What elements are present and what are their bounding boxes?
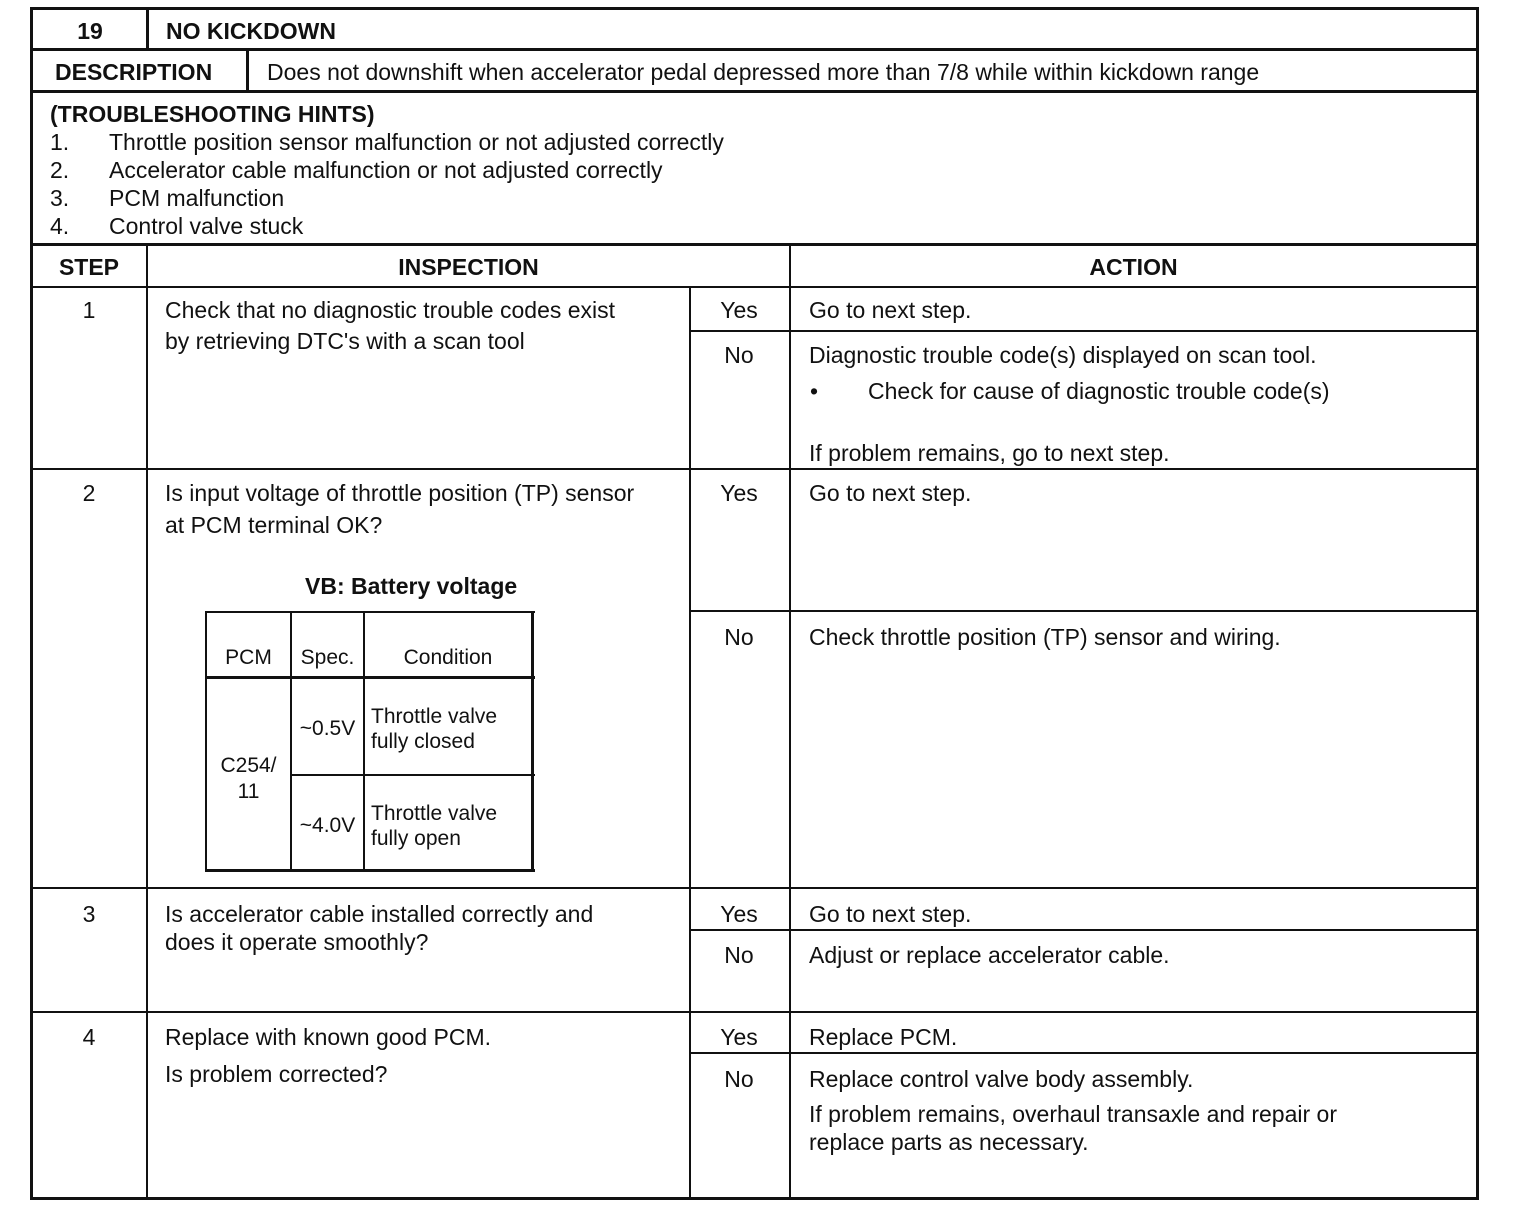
- hints-title: (TROUBLESHOOTING HINTS): [50, 101, 375, 127]
- step-number: 4: [82, 1024, 96, 1050]
- yes-label: Yes: [720, 1024, 758, 1050]
- inspection-text: Check that no diagnostic trouble codes exist: [165, 297, 616, 323]
- inspection-text: at PCM terminal OK?: [165, 512, 383, 538]
- step-number: 1: [82, 297, 96, 323]
- divider-desc-hints: [30, 90, 1479, 93]
- yesno-divider-step3: [689, 929, 1479, 931]
- divider-hints-header: [30, 243, 1479, 246]
- col-divider-yesno: [689, 286, 691, 1199]
- spec-table-header-bottom: [205, 676, 535, 679]
- spec-table-top: [205, 611, 535, 613]
- inspection-text: Replace with known good PCM.: [165, 1024, 491, 1050]
- spec-header-condition: Condition: [403, 646, 493, 669]
- bullet-text: Check for cause of diagnostic trouble code(s): [868, 378, 1330, 404]
- no-followup: If problem remains, go to next step.: [809, 440, 1170, 466]
- yesno-divider-step4: [689, 1052, 1479, 1054]
- inspection-text: by retrieving DTC's with a scan tool: [165, 328, 525, 354]
- spec-table-row-divider: [290, 774, 535, 776]
- row-divider-step3-4: [30, 1011, 1479, 1013]
- no-action: Adjust or replace accelerator cable.: [809, 942, 1170, 968]
- border-left: [30, 7, 33, 1200]
- yes-action: Go to next step.: [809, 901, 972, 927]
- hint-text: Control valve stuck: [109, 213, 304, 239]
- col-divider-step: [146, 243, 148, 1199]
- step-number: 3: [82, 901, 96, 927]
- spec-condition: fully open: [371, 827, 461, 850]
- column-header-step: STEP: [58, 254, 120, 280]
- spec-terminal: C254/: [220, 754, 277, 777]
- step-number: 2: [82, 480, 96, 506]
- hint-number: 1.: [50, 129, 70, 155]
- description-text: Does not downshift when accelerator pedal depressed more than 7/8 while within kickdown range: [267, 59, 1260, 85]
- hint-text: Accelerator cable malfunction or not adjusted correctly: [109, 157, 663, 183]
- border-top: [30, 7, 1479, 10]
- hint-text: PCM malfunction: [109, 185, 285, 211]
- hint-number: 4.: [50, 213, 70, 239]
- problem-title: NO KICKDOWN: [166, 18, 336, 44]
- spec-condition: Throttle valve: [371, 705, 498, 728]
- no-action: Replace control valve body assembly.: [809, 1066, 1194, 1092]
- spec-table-right: [531, 611, 534, 872]
- no-action: Diagnostic trouble code(s) displayed on scan tool.: [809, 342, 1317, 368]
- inspection-text: does it operate smoothly?: [165, 929, 429, 955]
- no-action: Check throttle position (TP) sensor and wiring.: [809, 624, 1281, 650]
- yesno-divider-step2: [689, 610, 1479, 612]
- no-label: No: [724, 1066, 754, 1092]
- yes-action: Replace PCM.: [809, 1024, 958, 1050]
- yes-label: Yes: [720, 297, 758, 323]
- divider-number-title: [146, 7, 149, 50]
- spec-header-pcm: PCM: [225, 646, 272, 669]
- yes-action: Go to next step.: [809, 297, 972, 323]
- no-label: No: [724, 342, 754, 368]
- no-label: No: [724, 942, 754, 968]
- no-followup: replace parts as necessary.: [809, 1129, 1089, 1155]
- border-right: [1476, 7, 1479, 1200]
- yes-label: Yes: [720, 901, 758, 927]
- yes-label: Yes: [720, 480, 758, 506]
- bullet: •: [810, 378, 819, 404]
- row-divider-step2-3: [30, 887, 1479, 889]
- hint-text: Throttle position sensor malfunction or not adjusted correctly: [109, 129, 724, 155]
- col-divider-action: [789, 243, 791, 1199]
- column-header-inspection: INSPECTION: [398, 254, 539, 280]
- hint-number: 3.: [50, 185, 70, 211]
- problem-number: 19: [77, 18, 103, 44]
- divider-desc-label: [246, 48, 249, 92]
- inspection-text: Is accelerator cable installed correctly and: [165, 901, 594, 927]
- spec-value: ~0.5V: [299, 717, 356, 740]
- inspection-text: Is input voltage of throttle position (TP) sensor: [165, 480, 635, 506]
- spec-terminal: 11: [237, 780, 260, 803]
- yesno-divider-step1: [689, 330, 1479, 332]
- description-label: DESCRIPTION: [55, 59, 213, 85]
- divider-header-body: [30, 286, 1479, 288]
- vb-note: VB: Battery voltage: [305, 573, 518, 599]
- inspection-text: Is problem corrected?: [165, 1061, 388, 1087]
- no-followup: If problem remains, overhaul transaxle and repair or: [809, 1101, 1337, 1127]
- border-bottom: [30, 1197, 1479, 1200]
- column-header-action: ACTION: [1089, 254, 1178, 280]
- yes-action: Go to next step.: [809, 480, 972, 506]
- spec-header-spec: Spec.: [300, 646, 355, 669]
- spec-value: ~4.0V: [299, 814, 356, 837]
- spec-condition: Throttle valve: [371, 802, 498, 825]
- hint-number: 2.: [50, 157, 70, 183]
- spec-condition: fully closed: [371, 730, 475, 753]
- no-label: No: [724, 624, 754, 650]
- spec-table-bottom: [205, 869, 535, 872]
- row-divider-step1-2: [30, 468, 1479, 470]
